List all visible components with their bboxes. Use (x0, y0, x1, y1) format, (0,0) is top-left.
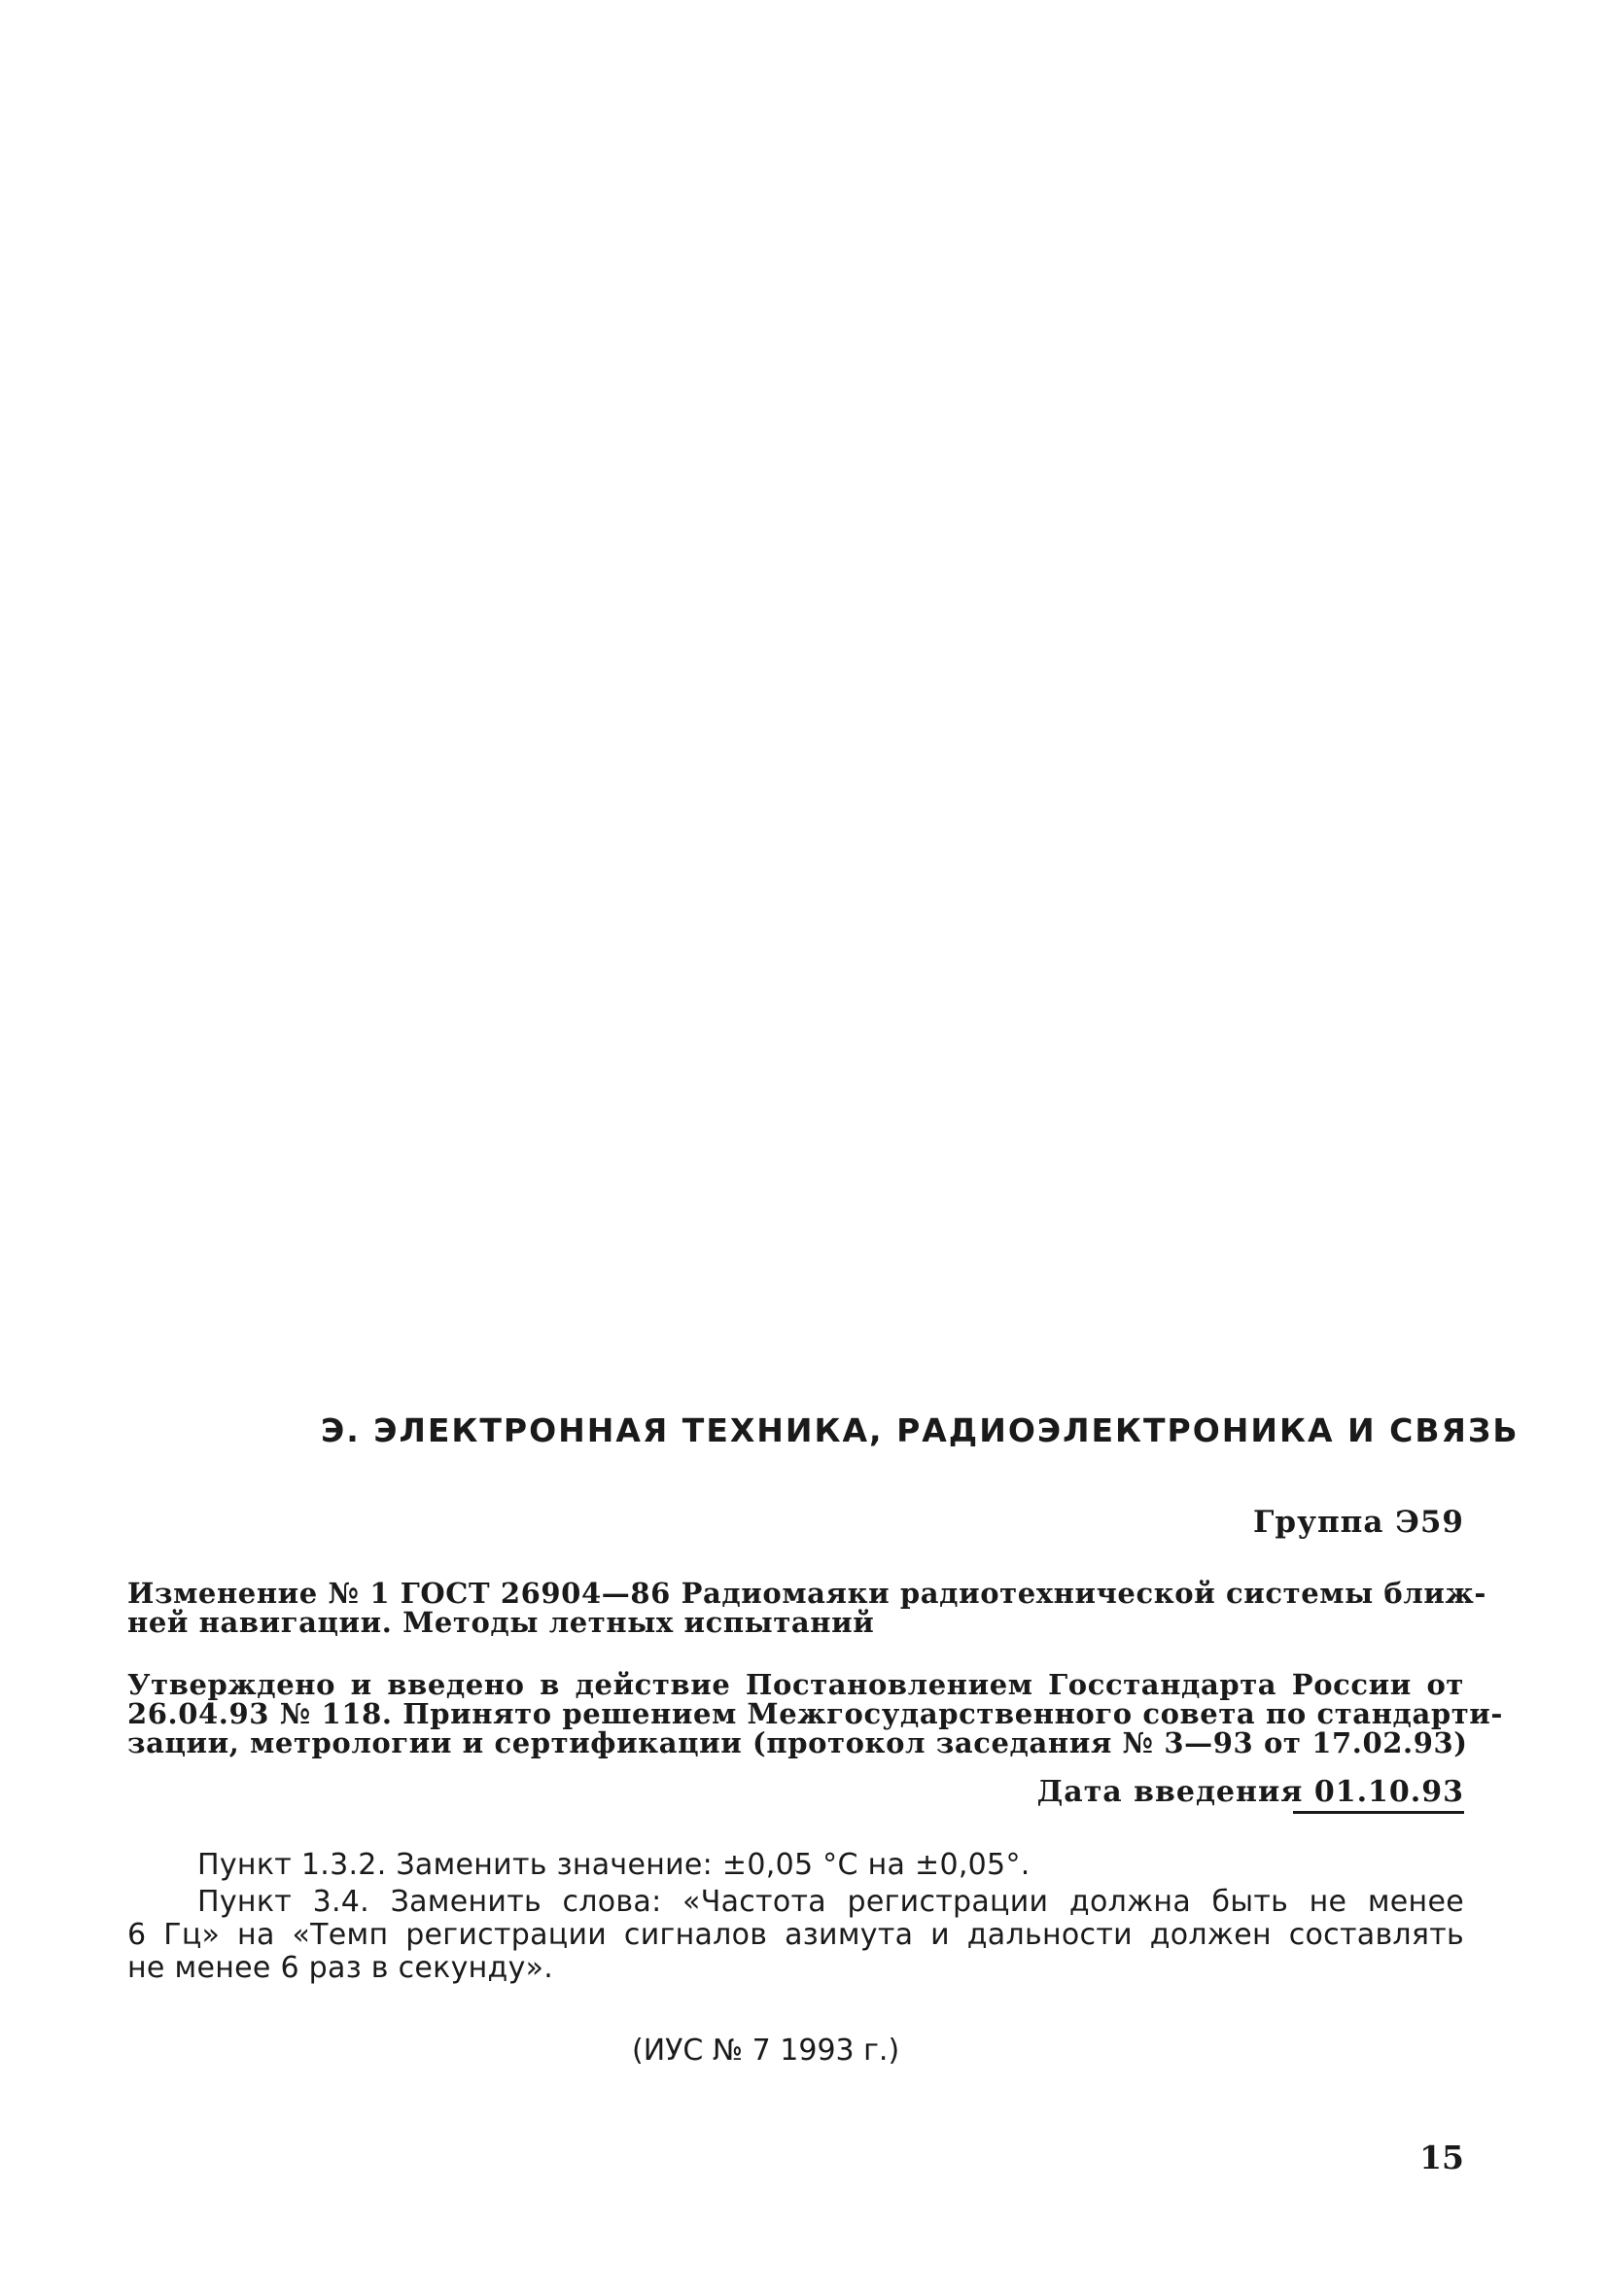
source-reference: (ИУС № 7 1993 г.) (632, 2034, 900, 2068)
clause-2-line: 6 Гц» на «Темп регистрации сигналов азимута и дальности должен составлять (127, 1918, 1464, 1952)
approval-line: зации, метрологии и сертификации (протокол заседания № 3—93 от 17.02.93) (127, 1726, 1468, 1759)
introduction-date-label: Дата введения (1036, 1775, 1304, 1809)
section-heading: Э. ЭЛЕКТРОННАЯ ТЕХНИКА, РАДИОЭЛЕКТРОНИКА И СВЯЗЬ (321, 1411, 1520, 1449)
clause-2-line: Пункт 3.4. Заменить слова: «Частота регистрации должна быть не менее (197, 1885, 1464, 1919)
group-label: Группа Э59 (1253, 1505, 1464, 1540)
clause-2 (127, 1886, 1464, 1985)
introduction-date-value: 01.10.93 (1293, 1775, 1464, 1814)
clause-2-line: не менее 6 раз в секунду». (127, 1951, 554, 1985)
change-title-line: Изменение № 1 ГОСТ 26904—86 Радиомаяки радиотехнической системы ближ- (127, 1577, 1487, 1610)
clause-1 (127, 1849, 1464, 1882)
clause-1-text: Пункт 1.3.2. Заменить значение: ±0,05 °С на ±0,05°. (197, 1848, 1031, 1882)
change-title-line: ней навигации. Методы летных испытаний (127, 1606, 875, 1639)
introduction-date (127, 1775, 1464, 1814)
approval-line: Утверждено и введено в действие Постановлением Госстандарта России от (127, 1668, 1464, 1701)
approval-line: 26.04.93 № 118. Принято решением Межгосударственного совета по стандарти- (127, 1697, 1504, 1730)
page-number: 15 (1419, 2139, 1464, 2176)
approval-statement (127, 1668, 1504, 1759)
change-title (127, 1577, 1487, 1639)
